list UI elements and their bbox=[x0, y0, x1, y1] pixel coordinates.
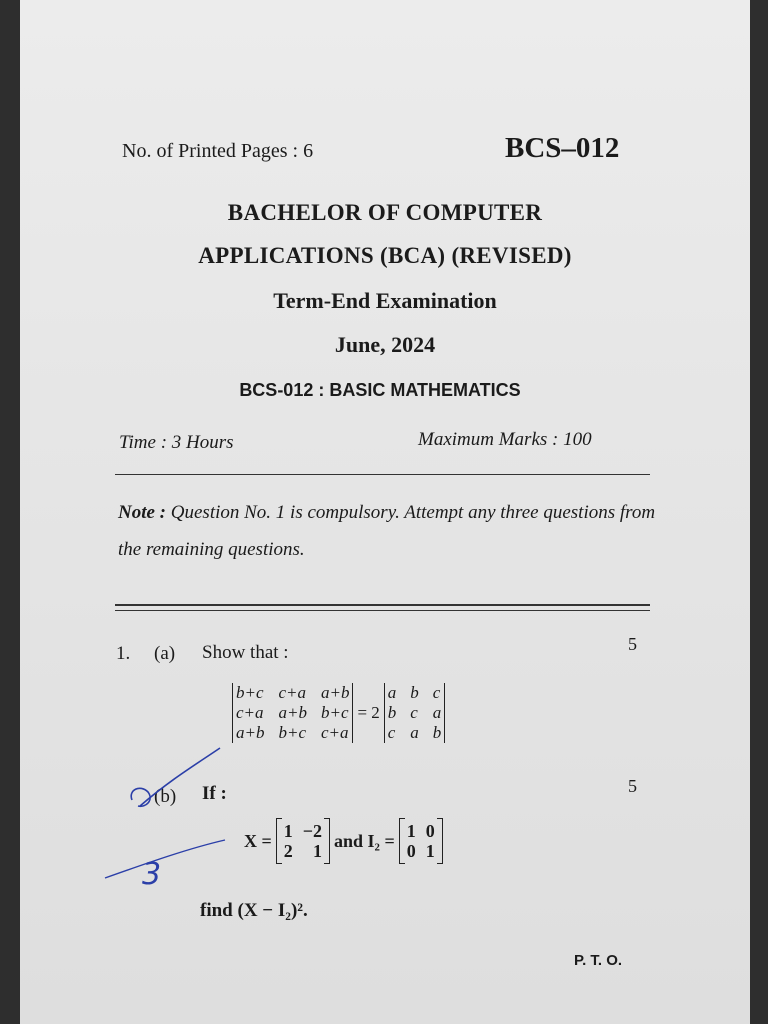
rhs-matrix-cell: b bbox=[410, 683, 419, 702]
rhs-matrix-cell: c bbox=[410, 703, 418, 722]
title-line-1: BACHELOR OF COMPUTER bbox=[227, 200, 543, 225]
part-a-label: (a) bbox=[154, 643, 176, 664]
lhs-matrix-cell: a+b bbox=[278, 703, 307, 722]
identity-matrix-cell: 0 bbox=[425, 821, 435, 841]
exam-name: Term-End Examination bbox=[273, 288, 497, 313]
question-number: 1. bbox=[116, 643, 131, 664]
rhs-matrix-cell: a bbox=[410, 723, 419, 742]
lhs-matrix-cell: b+c bbox=[236, 683, 264, 702]
equals-two: = 2 bbox=[357, 703, 380, 722]
rhs-matrix-cell: a bbox=[387, 683, 397, 702]
part-a-text: Show that : bbox=[202, 642, 289, 663]
x-matrix-cell: 2 bbox=[283, 841, 293, 861]
paper-code: BCS–012 bbox=[505, 132, 620, 164]
part-a-marks: 5 bbox=[628, 634, 637, 654]
lhs-matrix-cell: a+b bbox=[320, 683, 350, 702]
x-matrix-cell: 1 bbox=[283, 821, 293, 841]
rhs-matrix-cell: a bbox=[432, 703, 442, 722]
and-label: and I₂ = bbox=[334, 830, 395, 851]
handwritten-score: 3 bbox=[142, 857, 162, 892]
lhs-matrix-cell: b+c bbox=[278, 723, 307, 742]
rhs-matrix-cell: b bbox=[432, 723, 442, 742]
identity-matrix-cell: 1 bbox=[425, 841, 435, 861]
rhs-matrix-cell: c bbox=[432, 683, 441, 702]
note-text: Question No. 1 is compulsory. Attempt any three questions from the remaining questions. bbox=[118, 502, 656, 560]
time-label: Time : 3 Hours bbox=[119, 432, 234, 453]
subject-title: BCS-012 : BASIC MATHEMATICS bbox=[239, 380, 521, 400]
exam-date: June, 2024 bbox=[334, 332, 436, 357]
part-b-text: If : bbox=[202, 783, 227, 804]
rhs-matrix-cell: b bbox=[387, 703, 397, 722]
lhs-matrix-cell: b+c bbox=[320, 703, 349, 722]
x-matrix-cell: −2 bbox=[302, 821, 323, 841]
max-marks-label: Maximum Marks : 100 bbox=[418, 429, 592, 450]
identity-matrix-cell: 1 bbox=[406, 821, 416, 841]
identity-matrix-cell: 0 bbox=[406, 841, 416, 861]
part-b-marks: 5 bbox=[628, 776, 637, 796]
lhs-matrix-cell: a+b bbox=[236, 723, 265, 742]
pen-tick-mark bbox=[140, 748, 220, 806]
lhs-matrix-cell: c+a bbox=[236, 703, 264, 722]
x-label: X = bbox=[244, 830, 272, 851]
part-b-label: (b) bbox=[154, 786, 177, 807]
pen-slash-mark bbox=[105, 840, 225, 878]
title-line-2: APPLICATIONS (BCA) (REVISED) bbox=[198, 243, 572, 268]
note-label: Note : bbox=[118, 502, 167, 523]
x-matrix-cell: 1 bbox=[313, 841, 323, 861]
lhs-matrix-cell: c+a bbox=[320, 723, 349, 742]
pto-label: P. T. O. bbox=[574, 952, 623, 969]
lhs-matrix-cell: c+a bbox=[278, 683, 307, 702]
rhs-matrix-cell: c bbox=[387, 723, 396, 742]
printed-pages-label: No. of Printed Pages : 6 bbox=[122, 140, 314, 162]
pen-circle-mark bbox=[131, 788, 150, 806]
find-expression: find (X − I₂)². bbox=[200, 900, 308, 921]
